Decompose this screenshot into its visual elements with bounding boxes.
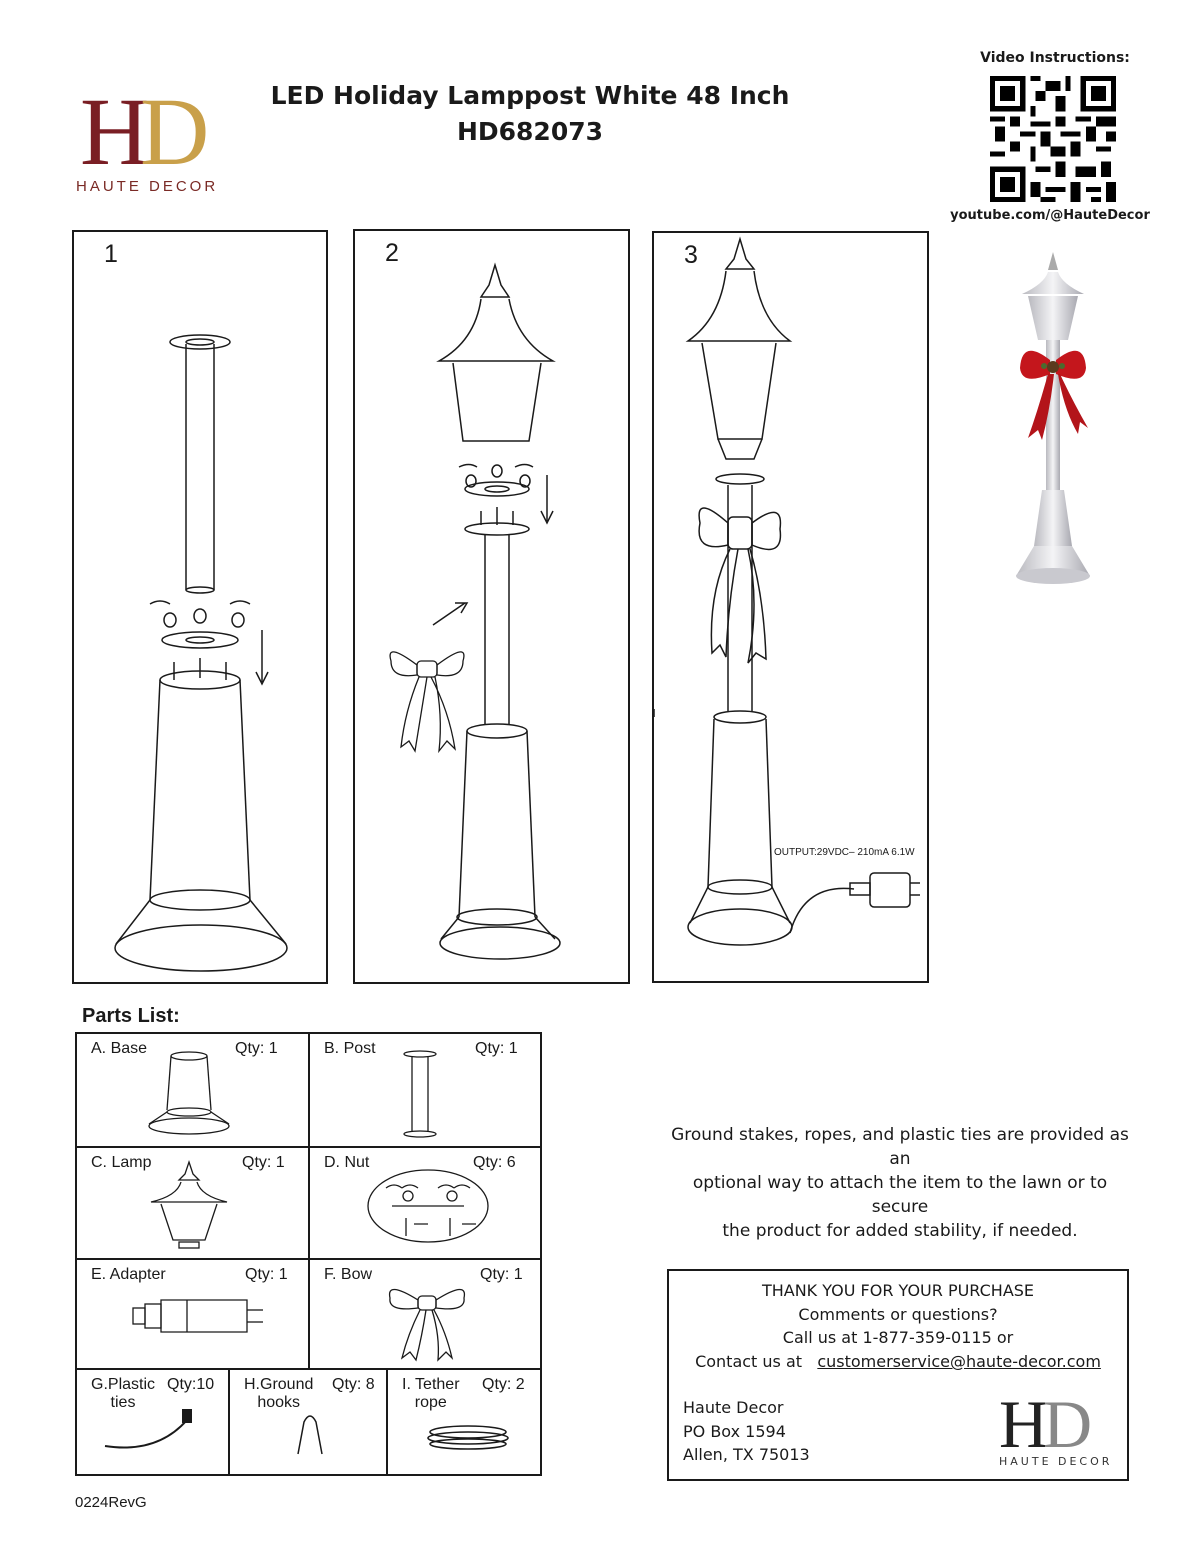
step-1-diagram: [74, 232, 326, 982]
youtube-link[interactable]: youtube.com/@HauteDecor: [950, 208, 1150, 223]
part-lamp: C. Lamp Qty: 1: [77, 1148, 310, 1260]
comments-text: Comments or questions?: [798, 1305, 998, 1324]
qr-code-icon[interactable]: [990, 76, 1116, 202]
parts-list-table: [75, 1032, 542, 1476]
anchoring-note: Ground stakes, ropes, and plastic ties are provided as an optional way to attach the item to the lawn or to secure the product for added stability, if needed.: [671, 1125, 1129, 1241]
post-icon: [310, 1034, 540, 1146]
part-adapter: E. Adapter Qty: 1: [77, 1260, 310, 1370]
ground-hook-icon: [230, 1370, 386, 1476]
phone-text: Call us at 1-877-359-0115 or: [782, 1328, 1014, 1347]
step-1-panel: [72, 230, 328, 984]
plastic-tie-icon: [77, 1370, 228, 1476]
svg-text:D: D: [1043, 1389, 1093, 1453]
output-rating-label: OUTPUT:29VDC– 210mA 6.1W: [774, 847, 915, 858]
address-name: Haute Decor: [683, 1398, 784, 1417]
parts-list-title: Parts List:: [82, 1005, 180, 1027]
thank-you-text: THANK YOU FOR YOUR PURCHASE: [761, 1281, 1035, 1300]
address-street: PO Box 1594: [683, 1422, 786, 1441]
address-city: Allen, TX 75013: [683, 1445, 810, 1464]
step-number: 2: [385, 239, 399, 267]
part-bow: F. Bow Qty: 1: [310, 1260, 542, 1370]
step-3-panel: [652, 231, 929, 983]
haute-decor-logo: [78, 82, 218, 172]
part-plastic-ties: G.Plastic ties Qty:10: [77, 1370, 230, 1476]
lamp-icon: [77, 1148, 308, 1258]
contact-box: [667, 1269, 1129, 1481]
email-line: [669, 1352, 1127, 1371]
tether-rope-icon: [388, 1370, 542, 1476]
brand-name: HAUTE DECOR: [76, 178, 219, 195]
svg-text:H: H: [80, 82, 150, 172]
model-number: HD682073: [456, 117, 604, 146]
part-nut: D. Nut Qty: 6: [310, 1148, 542, 1260]
bow-icon: [390, 652, 464, 751]
email-link[interactable]: customerservice@haute-decor.com: [817, 1352, 1101, 1371]
base-icon: [77, 1034, 308, 1146]
page-title: [230, 78, 830, 150]
lamppost-photo: [1008, 250, 1098, 590]
part-post: B. Post Qty: 1: [310, 1034, 542, 1148]
haute-decor-logo-small: [997, 1389, 1107, 1453]
part-ground-hooks: H.Ground hooks Qty: 8: [230, 1370, 388, 1476]
svg-text:H: H: [999, 1389, 1049, 1453]
step-2-panel: [353, 229, 630, 984]
brand-name-small: HAUTE DECOR: [999, 1455, 1113, 1468]
step-number: 3: [684, 241, 698, 269]
revision-code: 0224RevG: [75, 1494, 147, 1511]
svg-text:D: D: [140, 82, 210, 172]
product-title: LED Holiday Lamppost White 48 Inch: [270, 81, 790, 110]
video-instructions-label: Video Instructions:: [980, 50, 1130, 66]
nut-icon: [310, 1148, 540, 1258]
part-tether-rope: I. Tether rope Qty: 2: [388, 1370, 542, 1476]
contact-prefix: Contact us at: [695, 1352, 803, 1371]
step-2-diagram: [355, 231, 628, 982]
part-base: A. Base Qty: 1: [77, 1034, 310, 1148]
adapter-icon: [77, 1260, 308, 1368]
step-3-diagram: [654, 233, 927, 981]
bow-icon: [310, 1260, 540, 1368]
step-number: 1: [104, 240, 118, 268]
